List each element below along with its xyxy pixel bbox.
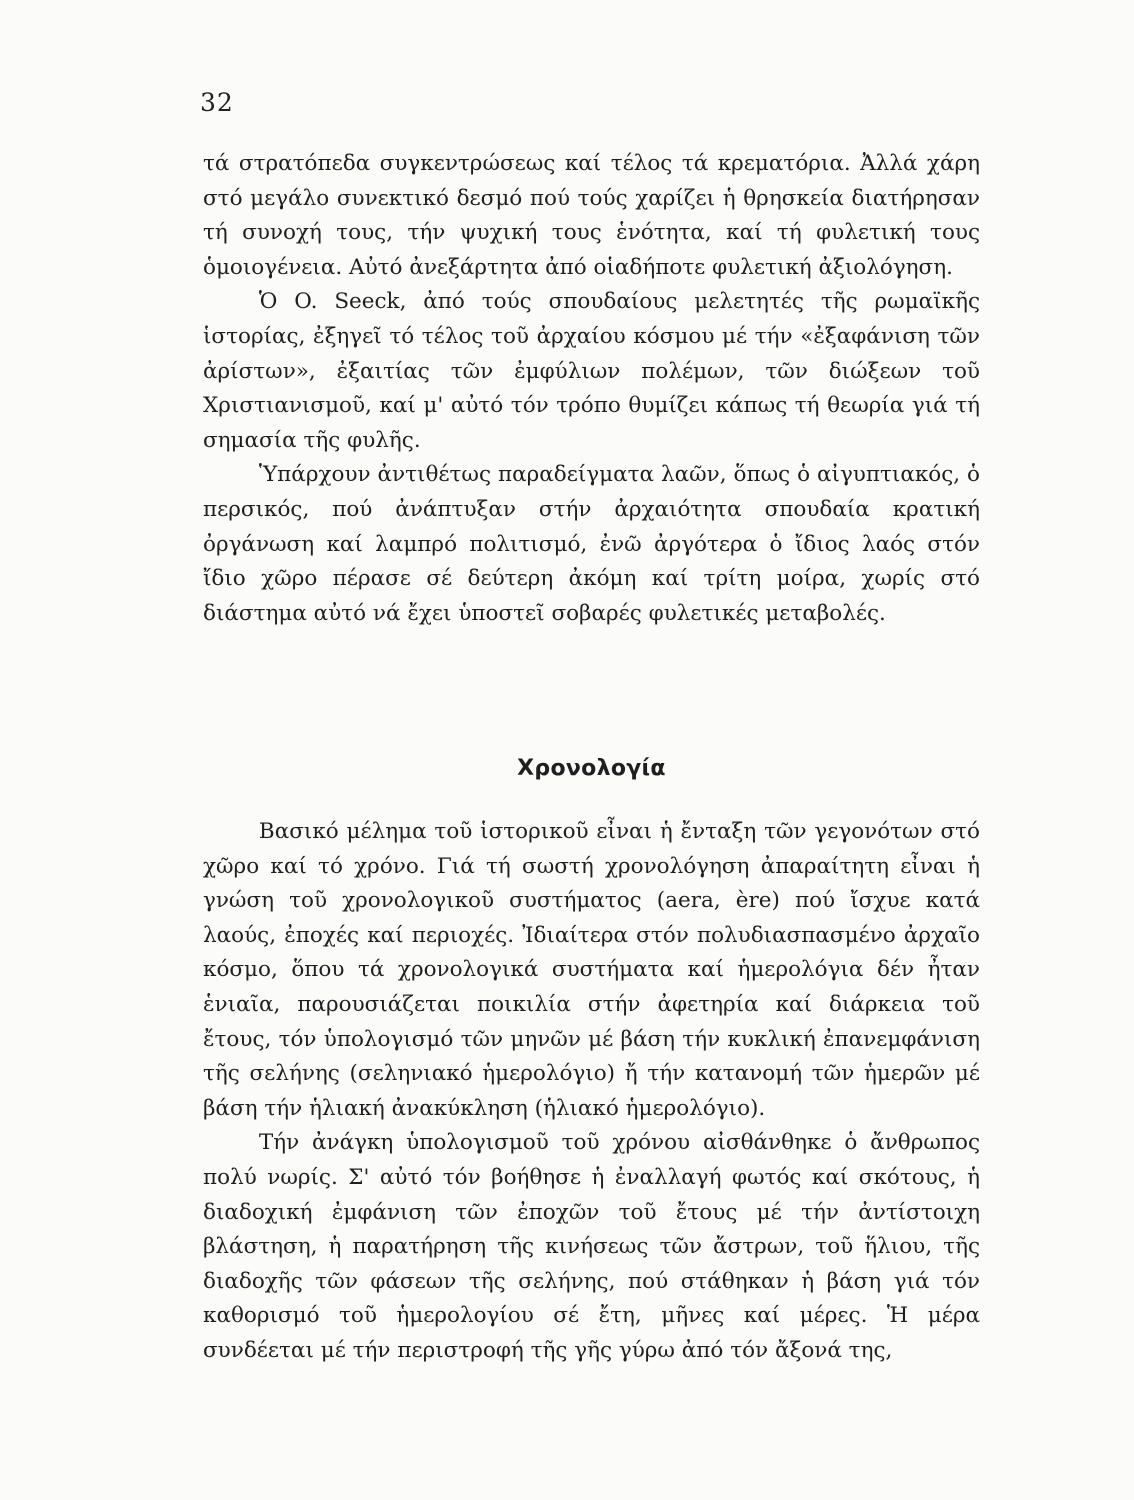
section-2-body bbox=[203, 815, 980, 1369]
paragraph: Ὁ O. Seeck, ἀπό τούς σπουδαίους μελετητές τῆς ρωμαϊκῆς ἱστορίας, ἐξηγεῖ τό τέλος τοῦ ἀρχαίου κόσμου μέ τήν «ἐξαφάνιση τῶν ἀρίστων», ἐξαιτίας τῶν ἐμφύλιων πολέμων, τῶν διώξεων τοῦ Χριστιανισμοῦ, καί μ' αὐτό τόν τρόπο θυμίζει κάπως τή θεωρία γιά τή σημασία τῆς φυλῆς. bbox=[203, 289, 980, 453]
paragraph: Τήν ἀνάγκη ὑπολογισμοῦ τοῦ χρόνου αἰσθάνθηκε ὁ ἄνθρωπος πολύ νωρίς. Σ' αὐτό τόν βοήθησε ἡ ἐναλλαγή φωτός καί σκότους, ἡ διαδοχική ἐμφάνιση τῶν ἐποχῶν τοῦ ἔτους μέ τήν ἀντίστοιχη βλάστηση, ἡ παρατήρηση τῆς κινήσεως τῶν ἄστρων, τοῦ ἥλιου, τῆς διαδοχῆς τῶν φάσεων τῆς σελήνης, πού στάθηκαν ἡ βάση γιά τόν καθορισμό τοῦ ἡμερολογίου σέ ἔτη, μῆνες καί μέρες. Ἡ μέρα συνδέεται μέ τήν περιστροφή τῆς γῆς γύρω ἀπό τόν ἄξονά της, bbox=[203, 1130, 980, 1363]
page-number: 32 bbox=[200, 88, 234, 117]
section-heading: Χρονολογία bbox=[517, 756, 666, 781]
paragraph: τά στρατόπεδα συγκεντρώσεως καί τέλος τά κρεματόρια. Ἀλλά χάρη στό μεγάλο συνεκτικό δεσμό πού τούς χαρίζει ἡ θρησκεία διατήρησαν τή συνοχή τους, τήν ψυχική τους ἑνότητα, καί τή φυλετική τους ὁμοιογένεια. Αὐτό ἀνεξάρτητα ἀπό οἱαδήποτε φυλετική ἀξιολόγηση. bbox=[203, 151, 980, 280]
paragraph: Ὑπάρχουν ἀντιθέτως παραδείγματα λαῶν, ὅπως ὁ αἰγυπτιακός, ὁ περσικός, πού ἀνάπτυξαν στήν ἀρχαιότητα σπουδαία κρατική ὀργάνωση καί λαμπρό πολιτισμό, ἐνῶ ἀργότερα ὁ ἴδιος λαός στόν ἴδιο χῶρο πέρασε σέ δεύτερη ἀκόμη καί τρίτη μοίρα, χωρίς στό διάστημα αὐτό νά ἔχει ὑποστεῖ σοβαρές φυλετικές μεταβολές. bbox=[203, 462, 980, 626]
section-1-body bbox=[203, 147, 980, 631]
paragraph: Βασικό μέλημα τοῦ ἱστορικοῦ εἶναι ἡ ἔνταξη τῶν γεγονότων στό χῶρο καί τό χρόνο. Γιά τή σωστή χρονολόγηση ἀπαραίτητη εἶναι ἡ γνώση τοῦ χρονολογικοῦ συστήματος (aera, ère) πού ἴσχυε κατά λαούς, ἐποχές καί περιοχές. Ἰδιαίτερα στόν πολυδιασπασμένο ἀρχαῖο κόσμο, ὅπου τά χρονολογικά συστήματα καί ἡμερολόγια δέν ἦταν ἑνιαῖα, παρουσιάζεται ποικιλία στήν ἀφετηρία καί διάρκεια τοῦ ἔτους, τόν ὑπολογισμό τῶν μηνῶν μέ βάση τήν κυκλική ἐπανεμφάνιση τῆς σελήνης (σεληνιακό ἡμερολόγιο) ἤ τήν κατανομή τῶν ἡμερῶν μέ βάση τήν ἡλιακή ἀνακύκληση (ἡλιακό ἡμερολόγιο). bbox=[203, 819, 980, 1121]
